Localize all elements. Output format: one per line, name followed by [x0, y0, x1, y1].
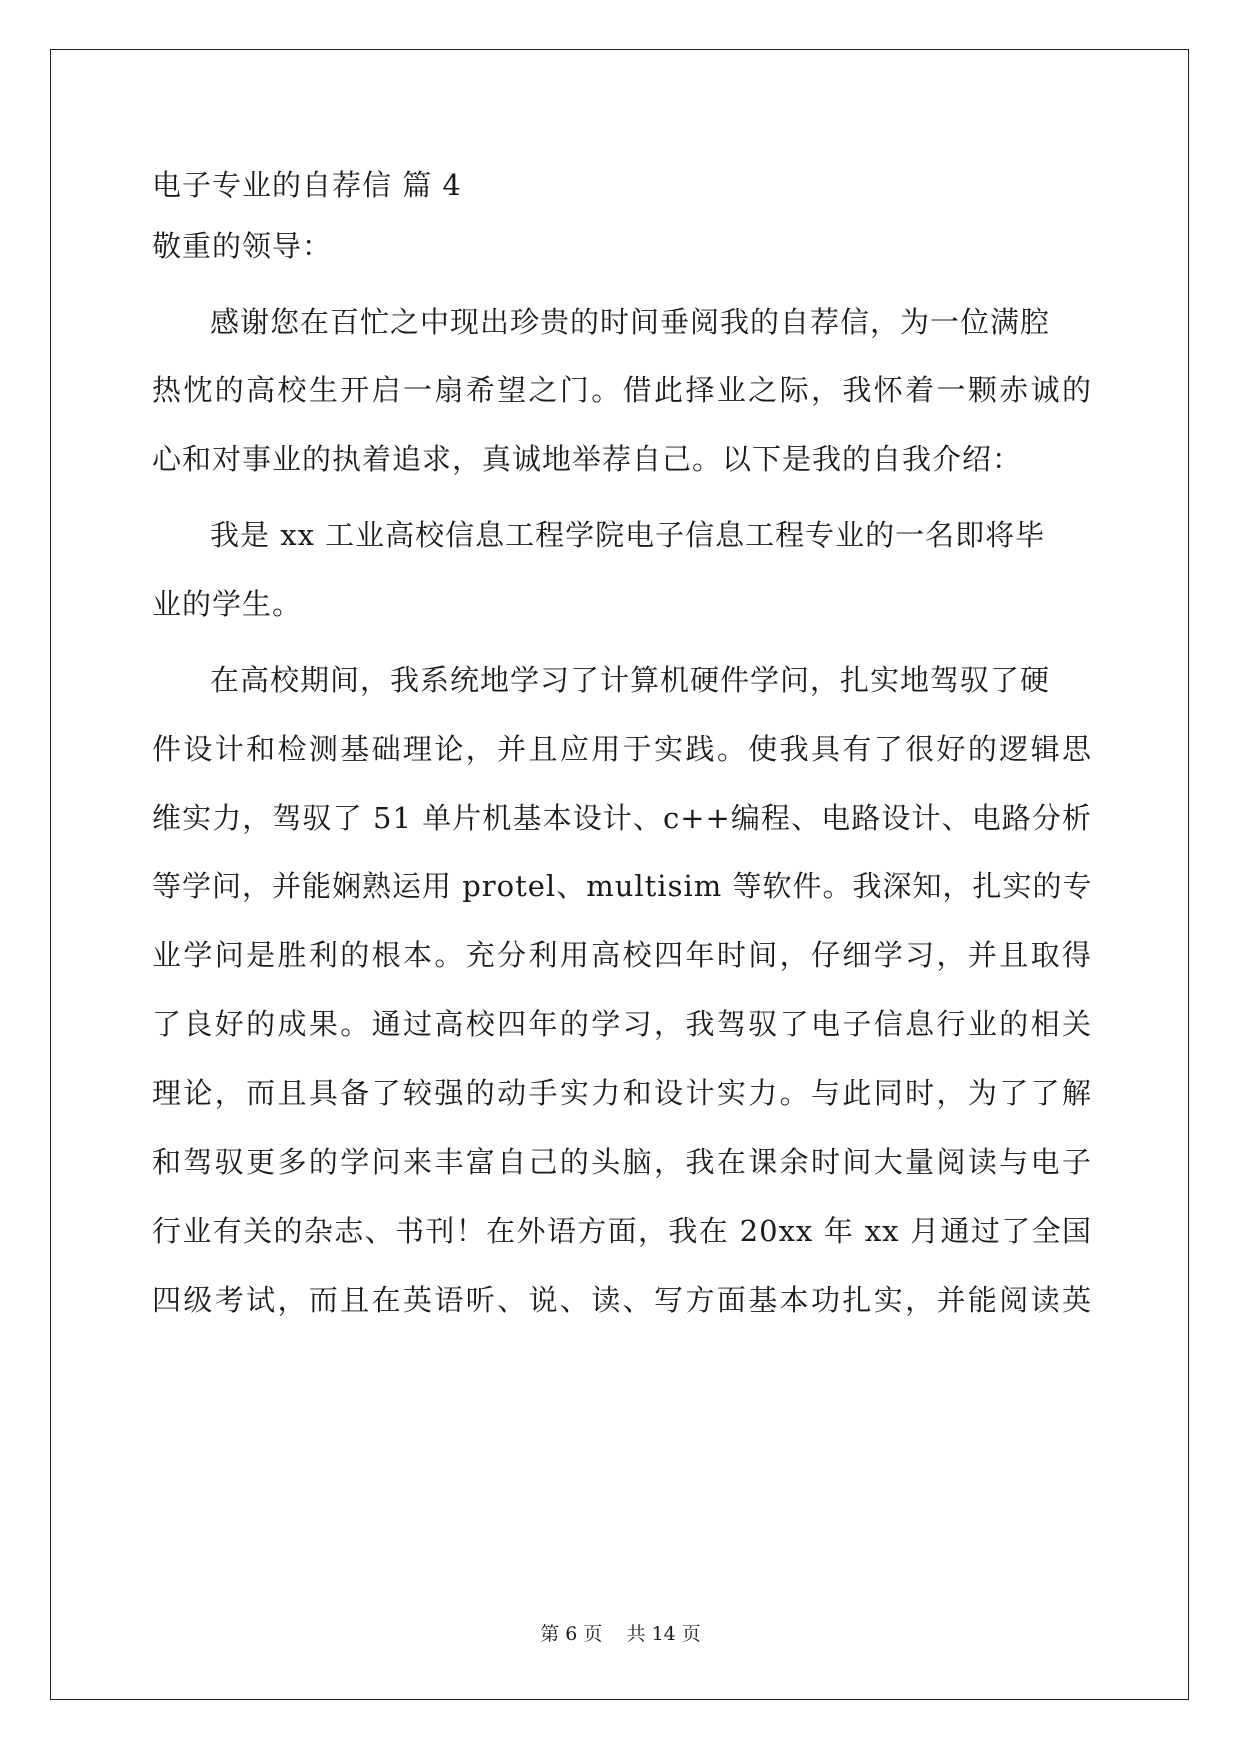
text-line: 维实力，驾驭了 51 单片机基本设计、c++编程、电路设计、电路分析 — [152, 801, 1092, 835]
text-line: 在高校期间，我系统地学习了计算机硬件学问，扎实地驾驭了硬 — [210, 663, 1051, 697]
text-line: 等学问，并能娴熟运用 protel、multisim 等软件。我深知，扎实的专 — [152, 869, 1093, 903]
text-line: 业学问是胜利的根本。充分利用高校四年时间，仔细学习，并且取得 — [152, 938, 1092, 972]
text-line: 理论，而且具备了较强的动手实力和设计实力。与此同时，为了了解 — [152, 1076, 1092, 1110]
text-line: 了良好的成果。通过高校四年的学习，我驾驭了电子信息行业的相关 — [152, 1007, 1092, 1041]
text-line: 热忱的高校生开启一扇希望之门。借此择业之际，我怀着一颗赤诚的 — [152, 373, 1092, 407]
text-line: 业的学生。 — [152, 587, 303, 621]
page-number: 第 6 页 — [540, 1623, 603, 1645]
text-line: 心和对事业的执着追求，真诚地举荐自己。以下是我的自我介绍： — [152, 442, 1023, 476]
text-line: 四级考试，而且在英语听、说、读、写方面基本功扎实，并能阅读英 — [152, 1283, 1092, 1317]
text-line: 行业有关的杂志、书刊！在外语方面，我在 20xx 年 xx 月通过了全国 — [152, 1214, 1092, 1248]
text-line: 件设计和检测基础理论，并且应用于实践。使我具有了很好的逻辑思 — [152, 732, 1092, 766]
salutation: 敬重的领导： — [152, 229, 333, 263]
text-line: 和驾驭更多的学问来丰富自己的头脑，我在课余时间大量阅读与电子 — [152, 1145, 1092, 1179]
document-heading: 电子专业的自荐信 篇 4 — [152, 168, 462, 202]
page-total: 共 14 页 — [626, 1623, 701, 1645]
text-line: 感谢您在百忙之中现出珍贵的时间垂阅我的自荐信，为一位满腔 — [210, 305, 1051, 339]
text-line: 我是 xx 工业高校信息工程学院电子信息工程专业的一名即将毕 — [210, 518, 1046, 552]
page-footer — [0, 1622, 1241, 1646]
